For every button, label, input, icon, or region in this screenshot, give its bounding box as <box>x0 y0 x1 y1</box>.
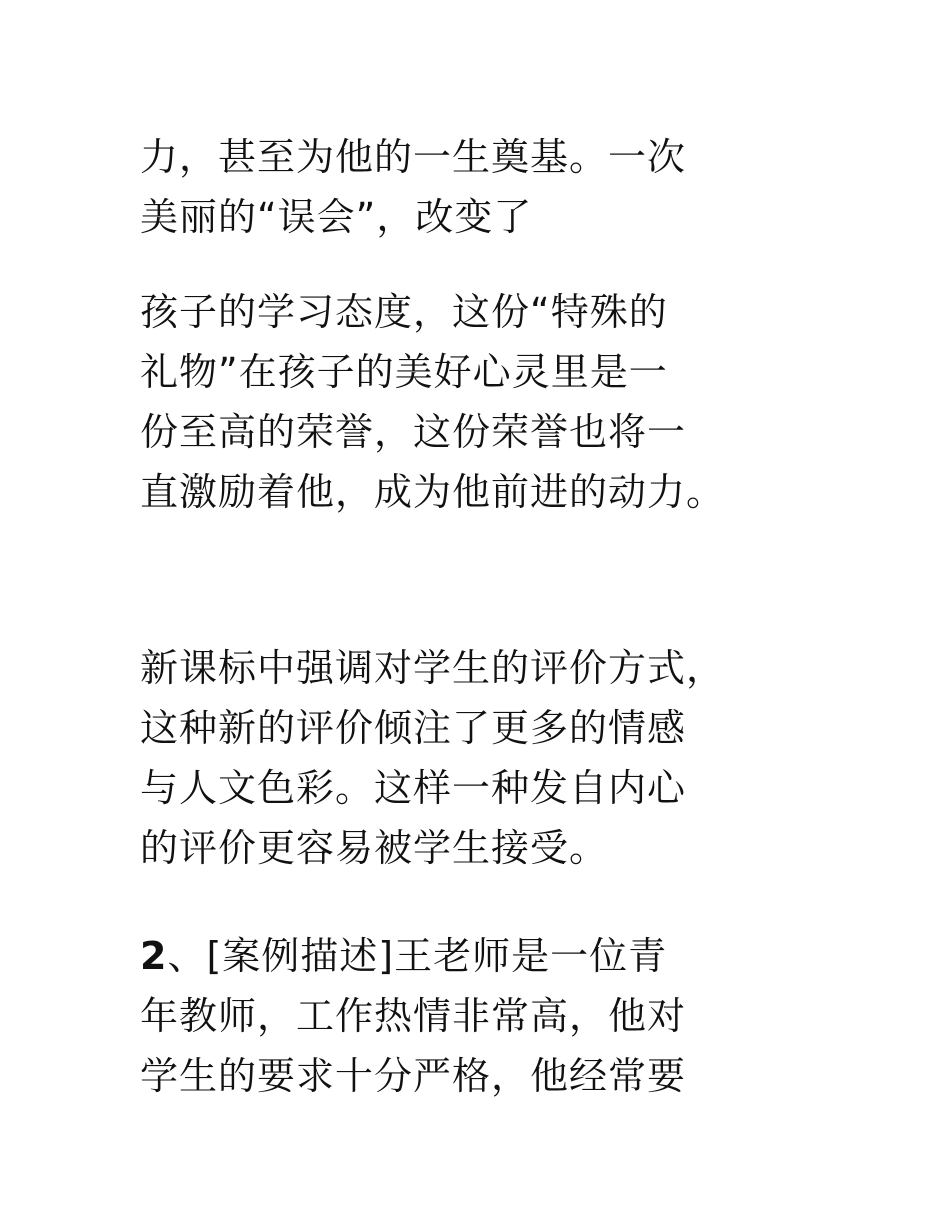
case-description: [案例描述]王老师是一位青 <box>206 934 668 978</box>
text-line: 新课标中强调对学生的评价方式， <box>140 646 726 690</box>
text-line: 孩子的学习态度，这份“特殊的 <box>140 290 668 334</box>
text-line: 美丽的“误会”，改变了 <box>140 195 533 239</box>
text-line: 这种新的评价倾注了更多的情感 <box>140 706 687 750</box>
text-line: 与人文色彩。这样一种发自内心 <box>140 766 687 810</box>
paragraph-2 <box>140 282 840 522</box>
paragraph-3 <box>140 638 840 878</box>
text-line: 份至高的荣誉，这份荣誉也将一 <box>140 410 687 454</box>
case-heading-line <box>140 926 840 986</box>
text-line: 直激励着他，成为他前进的动力。 <box>140 470 726 514</box>
case-number: 2 <box>140 934 168 978</box>
text-line: 的评价更容易被学生接受。 <box>140 826 609 870</box>
text-line: 力，甚至为他的一生奠基。一次 <box>140 135 687 179</box>
text-line: 学生的要求十分严格，他经常要 <box>140 1054 687 1098</box>
text-line: 礼物”在孩子的美好心灵里是一 <box>140 350 668 394</box>
paragraph-4-case <box>140 926 840 1106</box>
case-separator: 、 <box>167 934 207 978</box>
paragraph-1 <box>140 127 840 247</box>
text-line: 年教师，工作热情非常高，他对 <box>140 994 687 1038</box>
